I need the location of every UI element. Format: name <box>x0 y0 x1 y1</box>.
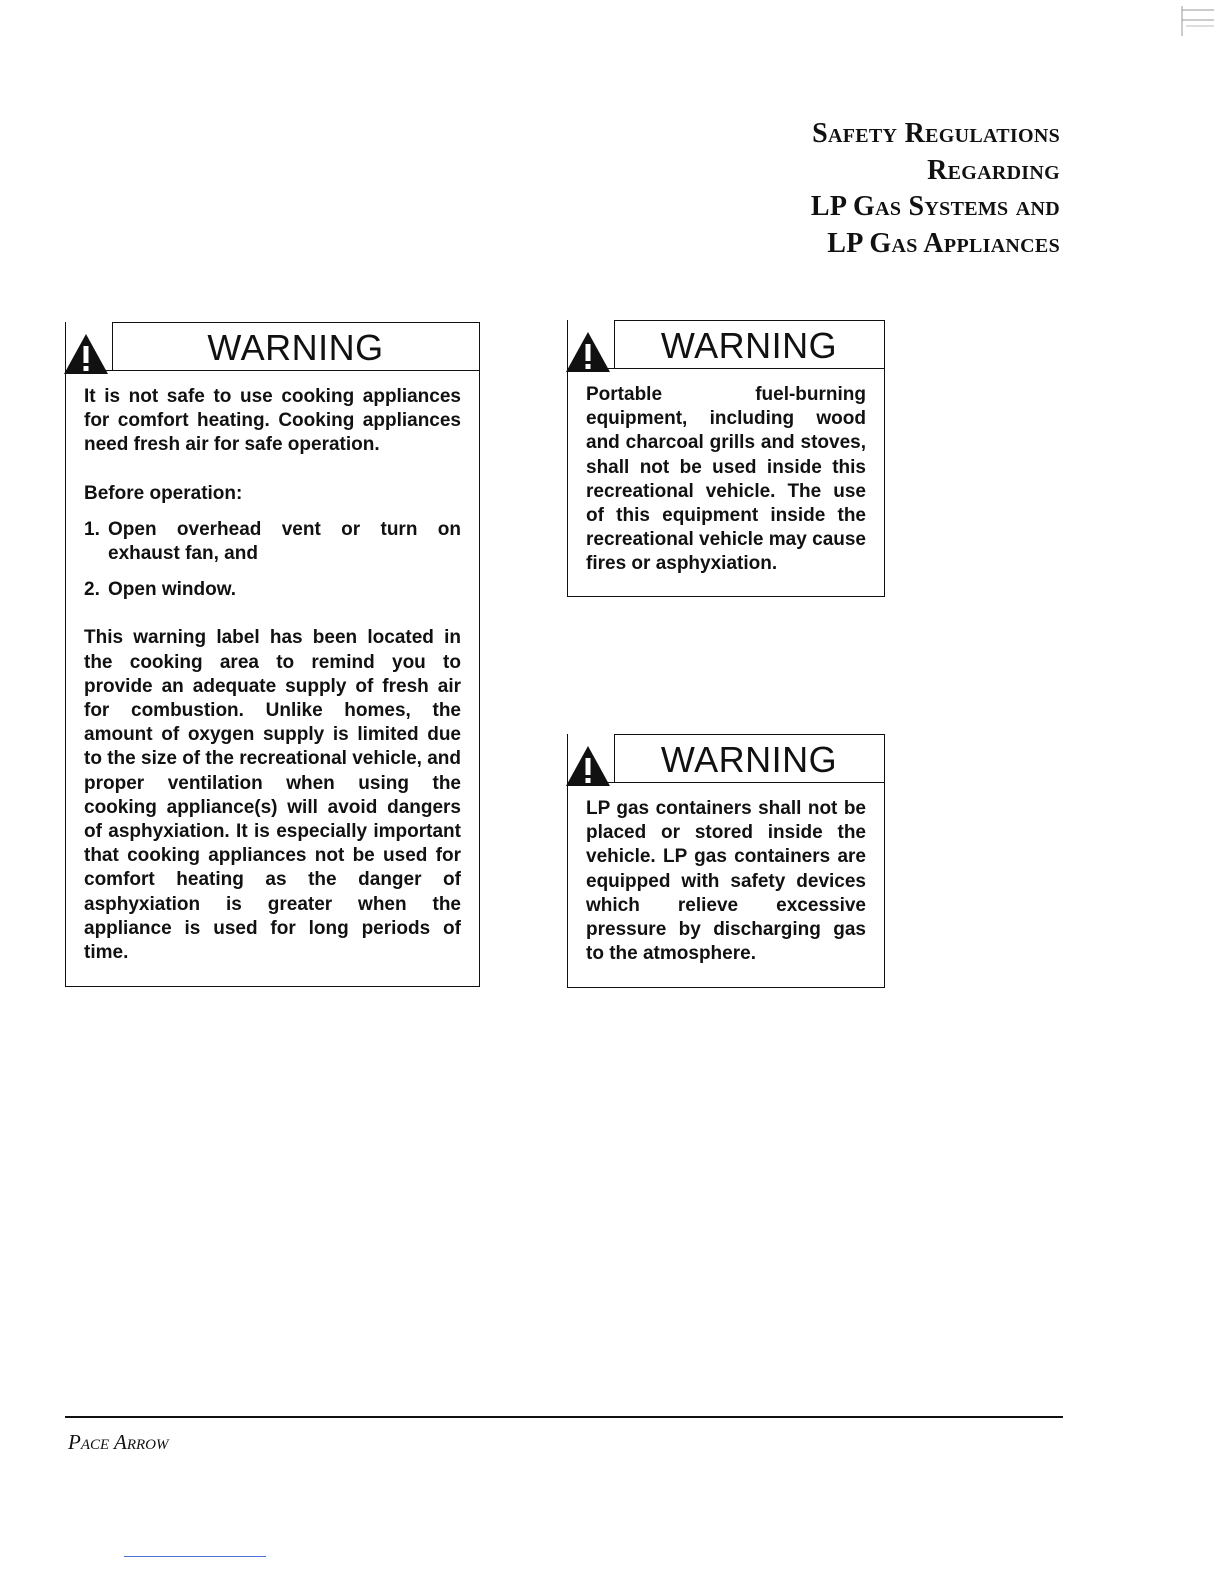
warning-body <box>66 371 479 983</box>
warning-box-portable-fuel <box>567 320 885 597</box>
title-line-3: LP Gas Systems and <box>810 191 1060 222</box>
page-title <box>811 116 1060 262</box>
warning-paragraph: Portable fuel-burning equipment, including wood and charcoal grills and stoves, shall not be used inside this recreational vehicle. The use of this equipment inside the recreational vehicle may cause fires or asphyxiation. <box>586 384 866 575</box>
corner-registration-mark <box>1180 6 1214 36</box>
warning-paragraph: LP gas containers shall not be placed or stored inside the vehicle. LP gas containers are equipped with safety devices which relieve excessive pressure by discharging gas to the atmosphere. <box>586 798 866 965</box>
list-text: Open window. <box>108 579 237 601</box>
title-line-1: Safety Regulations <box>812 118 1060 149</box>
warning-body <box>568 369 884 595</box>
warning-header <box>568 320 884 369</box>
warning-body <box>568 783 884 984</box>
warning-header <box>568 734 884 783</box>
list-number: 1. <box>84 518 100 540</box>
list-item <box>84 578 461 602</box>
title-line-4: LP Gas Appliances <box>827 227 1060 259</box>
footer-divider <box>65 1416 1063 1418</box>
warning-heading: WARNING <box>660 739 838 780</box>
list-text: Open overhead vent or turn on exhaust fan, and <box>108 518 461 565</box>
warning-triangle-icon <box>62 332 110 376</box>
warning-paragraph: This warning label has been located in the cooking area to remind you to provide an adequate supply of fresh air for combustion. Unlike homes, the amount of oxygen supply is limited due to the size of the recreational vehicle, and proper ventilation when using the cooking appliance(s) will avoid dangers of asphyxiation. It is especially important that cooking appliances not be used for comfort heating as the danger of asphyxiation is greater when the appliance is used for long periods of time. <box>84 627 461 964</box>
warning-heading: WARNING <box>207 327 384 368</box>
title-line-2: Regarding <box>927 154 1060 186</box>
list-number: 2. <box>84 579 100 601</box>
warning-triangle-icon <box>564 744 612 788</box>
warning-box-lp-containers <box>567 734 885 988</box>
warning-heading: WARNING <box>660 325 838 366</box>
list-item <box>84 518 461 566</box>
warning-triangle-icon <box>564 330 612 374</box>
before-operation-label: Before operation: <box>84 482 243 504</box>
bottom-edge-line <box>124 1556 266 1557</box>
warning-header <box>66 322 479 371</box>
warning-paragraph: It is not safe to use cooking appliances for comfort heating. Cooking appliances need fresh air for safe operation. <box>84 386 461 456</box>
footer-brand: Pace Arrow <box>68 1430 169 1454</box>
warning-box-cooking <box>65 322 480 987</box>
